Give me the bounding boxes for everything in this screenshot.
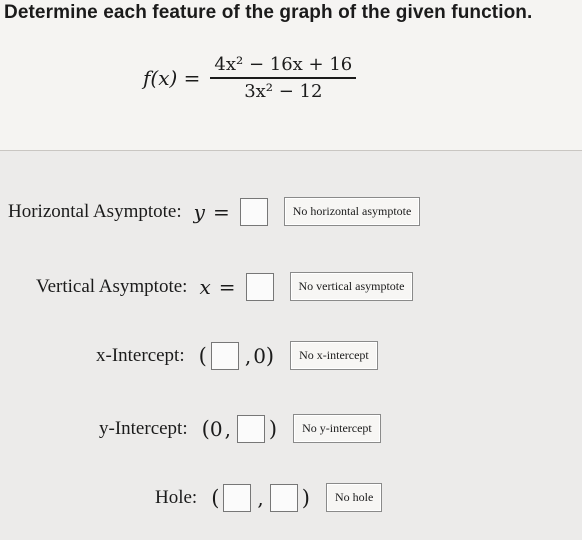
- hole-y-input[interactable]: [270, 484, 298, 512]
- y-intercept-input[interactable]: [237, 415, 265, 443]
- no-vertical-asymptote-button[interactable]: No vertical asymptote: [290, 272, 414, 301]
- y-intercept-zero: 0: [209, 416, 223, 441]
- x-intercept-label: x-Intercept:: [96, 344, 185, 366]
- x-intercept-row: [96, 341, 378, 370]
- question-prompt: Determine each feature of the graph of the given function.: [4, 2, 533, 23]
- horizontal-asymptote-row: [8, 197, 420, 226]
- function-lhs: f(x) =: [143, 66, 201, 90]
- horizontal-asymptote-label: Horizontal Asymptote:: [8, 200, 182, 222]
- fraction: [210, 54, 356, 102]
- hole-x-input[interactable]: [223, 484, 251, 512]
- x-intercept-comma: ,: [244, 343, 252, 368]
- vertical-var: x: [199, 274, 211, 299]
- hole-close-paren: ): [301, 485, 310, 510]
- x-intercept-close-paren: ): [265, 343, 275, 368]
- y-intercept-comma: ,: [224, 416, 231, 441]
- numerator: 4x² − 16x + 16: [214, 54, 353, 75]
- horizontal-var: y: [193, 199, 205, 224]
- hole-open-paren: (: [211, 485, 220, 510]
- x-intercept-input[interactable]: [211, 342, 239, 370]
- horizontal-eq: =: [212, 199, 230, 224]
- function-formula: [143, 54, 356, 102]
- vertical-eq: =: [218, 274, 236, 299]
- x-intercept-zero: 0: [253, 343, 266, 368]
- no-y-intercept-button[interactable]: No y-intercept: [293, 414, 381, 443]
- hole-row: [155, 483, 382, 512]
- horizontal-asymptote-input[interactable]: [240, 198, 268, 226]
- hole-comma: ,: [257, 485, 264, 510]
- y-intercept-label: y-Intercept:: [99, 417, 188, 439]
- y-intercept-close-paren: ): [268, 416, 278, 441]
- x-intercept-open-paren: (: [198, 343, 207, 368]
- no-horizontal-asymptote-button[interactable]: No horizontal asymptote: [284, 197, 421, 226]
- fraction-bar: [210, 77, 356, 79]
- denominator: 3x² − 12: [244, 81, 323, 102]
- no-hole-button[interactable]: No hole: [326, 483, 382, 512]
- y-intercept-open-paren: (: [201, 416, 210, 441]
- vertical-asymptote-row: [36, 272, 413, 301]
- vertical-asymptote-label: Vertical Asymptote:: [36, 275, 188, 297]
- no-x-intercept-button[interactable]: No x-intercept: [290, 341, 378, 370]
- vertical-asymptote-input[interactable]: [246, 273, 274, 301]
- hole-label: Hole:: [155, 486, 198, 508]
- y-intercept-row: [99, 414, 381, 443]
